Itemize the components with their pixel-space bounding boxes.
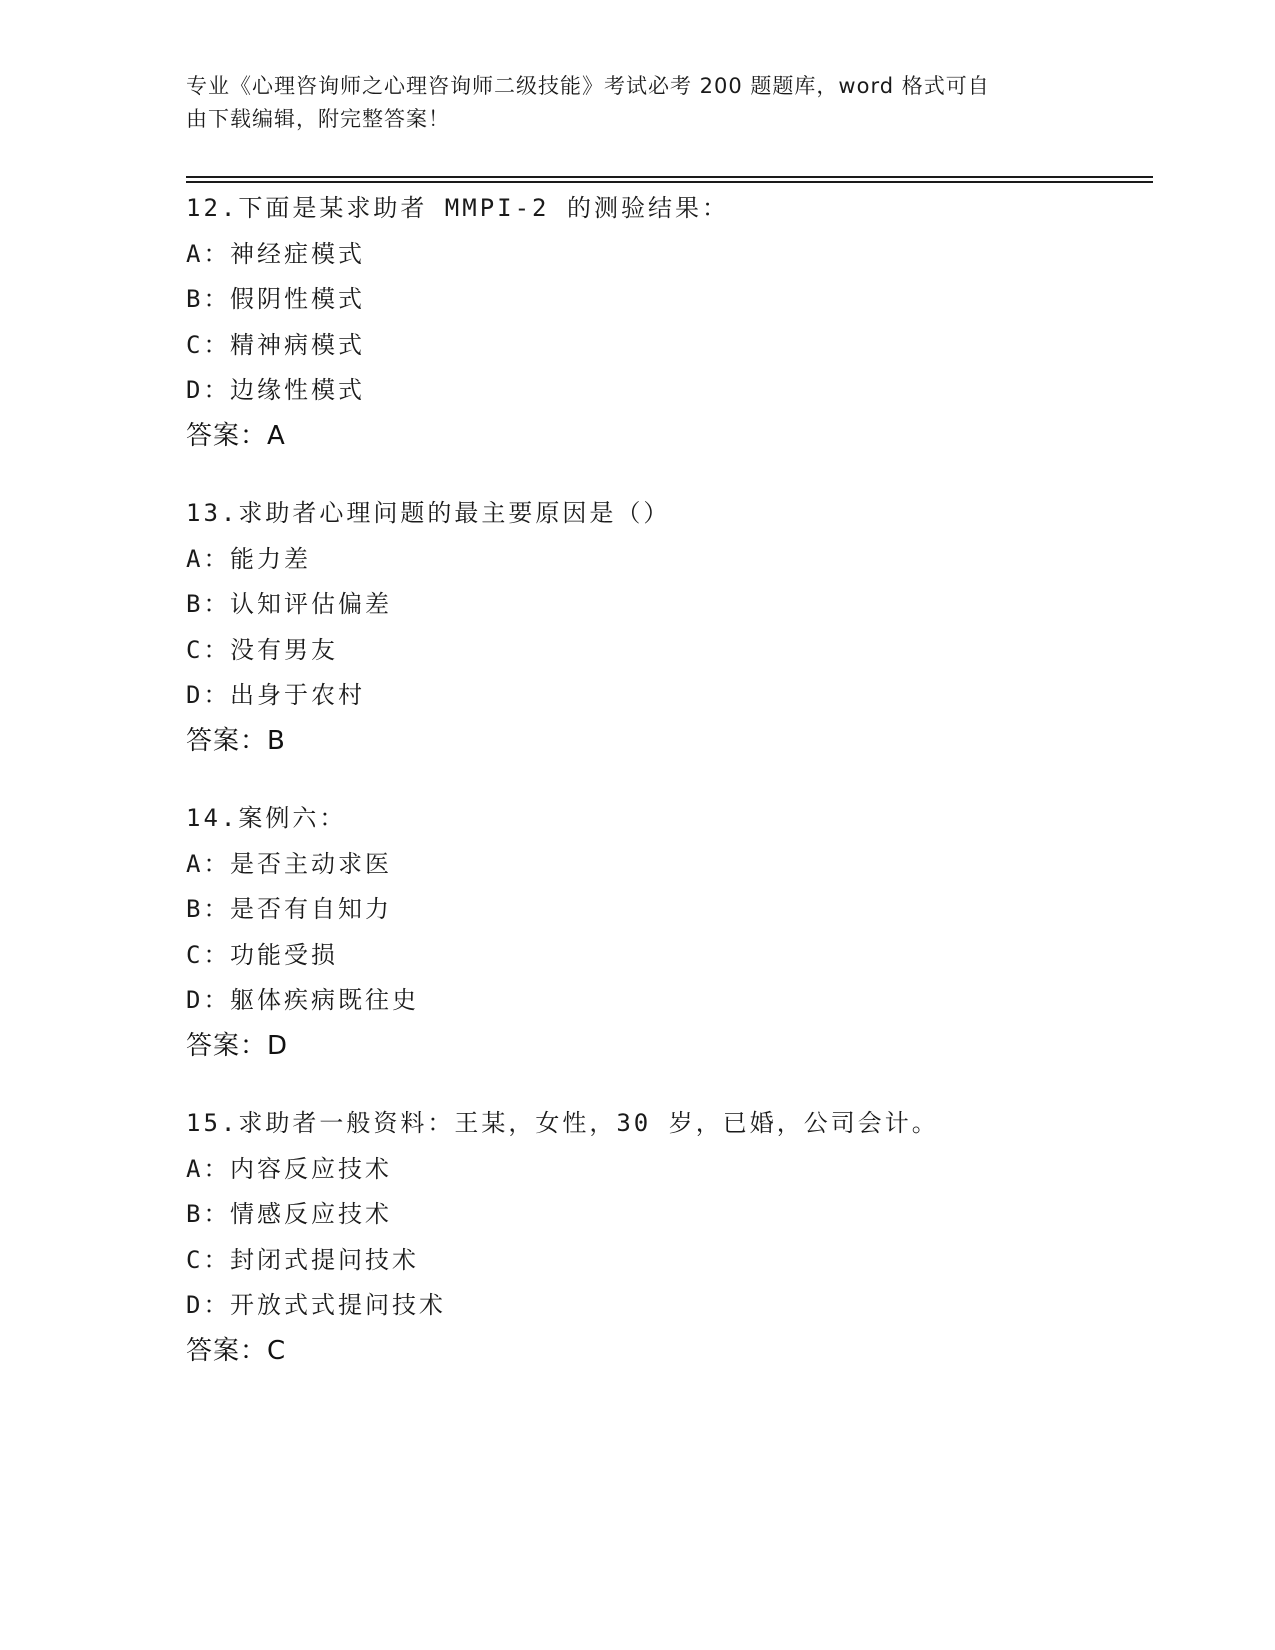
option-d <box>186 978 1146 1024</box>
answer-line: 答案：A <box>186 420 286 451</box>
option-c <box>186 323 1146 369</box>
option-text: 没有男友 <box>230 635 338 664</box>
question-title: 15.求助者一般资料：王某，女性，30 岁，已婚，公司会计。 <box>186 1109 939 1137</box>
option-text: 封闭式提问技术 <box>230 1245 419 1274</box>
option-text: 功能受损 <box>230 940 338 969</box>
option-key: D： <box>186 681 231 710</box>
option-text: 内容反应技术 <box>230 1154 392 1183</box>
header-line-1: 专业《心理咨询师之心理咨询师二级技能》考试必考 200 题题库，word 格式可自 <box>186 74 990 98</box>
option-a <box>186 232 1146 278</box>
option-b <box>186 887 1146 933</box>
option-text: 出身于农村 <box>230 681 365 710</box>
option-text: 是否主动求医 <box>230 849 392 878</box>
option-text: 神经症模式 <box>230 239 365 268</box>
option-key: A： <box>186 544 231 573</box>
option-key: A： <box>186 1154 231 1183</box>
option-text: 情感反应技术 <box>230 1200 392 1229</box>
option-text: 开放式式提问技术 <box>230 1291 446 1320</box>
option-d <box>186 368 1146 414</box>
answer-line: 答案：C <box>186 1335 287 1366</box>
option-key: B： <box>186 590 231 619</box>
option-text: 是否有自知力 <box>230 895 392 924</box>
option-text: 能力差 <box>230 544 311 573</box>
option-d <box>186 1283 1146 1329</box>
option-b <box>186 1192 1146 1238</box>
header-divider-bottom <box>186 181 1153 183</box>
option-key: B： <box>186 895 231 924</box>
option-key: C： <box>186 635 231 664</box>
option-text: 认知评估偏差 <box>230 590 392 619</box>
option-c <box>186 1238 1146 1284</box>
option-key: D： <box>186 1291 231 1320</box>
option-b <box>186 277 1146 323</box>
option-key: D： <box>186 376 231 405</box>
header-divider-top <box>186 176 1153 178</box>
answer-line: 答案：B <box>186 725 286 756</box>
question-14 <box>186 796 1146 1070</box>
option-key: C： <box>186 940 231 969</box>
question-12 <box>186 186 1146 460</box>
option-key: A： <box>186 849 231 878</box>
document-header <box>186 70 1086 136</box>
option-a <box>186 1147 1146 1193</box>
option-text: 边缘性模式 <box>230 376 365 405</box>
answer-line: 答案：D <box>186 1030 289 1061</box>
question-title: 14.案例六： <box>186 804 347 832</box>
option-c <box>186 933 1146 979</box>
question-title: 12.下面是某求助者 MMPI-2 的测验结果： <box>186 194 729 222</box>
header-line-2: 由下载编辑，附完整答案！ <box>186 107 450 131</box>
question-15 <box>186 1101 1146 1375</box>
option-text: 假阴性模式 <box>230 285 365 314</box>
option-a <box>186 537 1146 583</box>
option-c <box>186 628 1146 674</box>
option-key: B： <box>186 285 231 314</box>
option-text: 躯体疾病既往史 <box>230 986 419 1015</box>
option-d <box>186 673 1146 719</box>
option-b <box>186 582 1146 628</box>
question-title: 13.求助者心理问题的最主要原因是（） <box>186 499 671 527</box>
question-13 <box>186 491 1146 765</box>
option-key: C： <box>186 330 231 359</box>
option-a <box>186 842 1146 888</box>
option-key: A： <box>186 239 231 268</box>
option-key: B： <box>186 1200 231 1229</box>
option-key: D： <box>186 986 231 1015</box>
option-key: C： <box>186 1245 231 1274</box>
option-text: 精神病模式 <box>230 330 365 359</box>
